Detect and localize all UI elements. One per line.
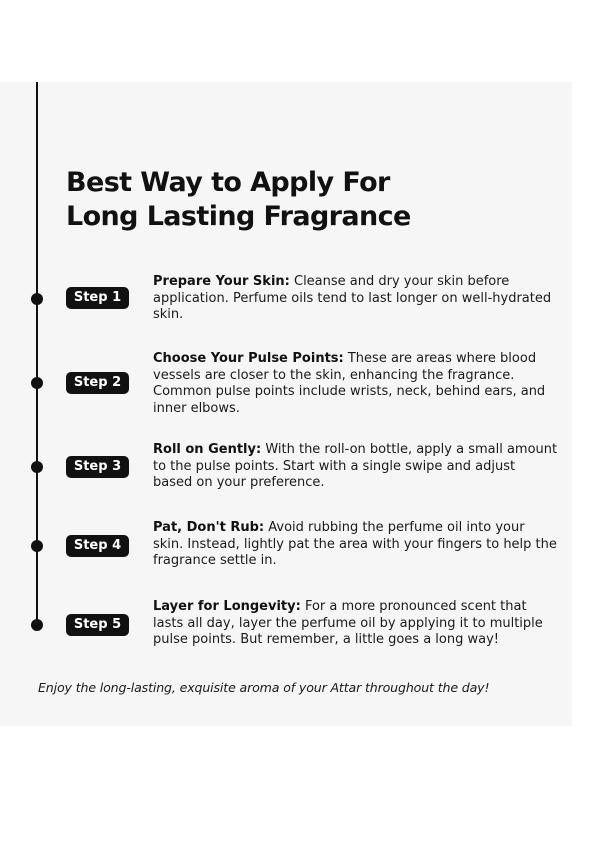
step-badge: Step 4 (66, 535, 129, 557)
page-title (66, 166, 411, 234)
title-line-1: Best Way to Apply For (66, 167, 390, 198)
timeline-dot (31, 461, 43, 473)
step-badge: Step 2 (66, 372, 129, 394)
timeline-dot (31, 540, 43, 552)
step-badge: Step 5 (66, 614, 129, 636)
closing-note: Enjoy the long-lasting, exquisite aroma of your Attar throughout the day! (38, 680, 490, 695)
step-heading: Roll on Gently: (153, 442, 262, 457)
timeline-dot (31, 377, 43, 389)
step-badge: Step 1 (66, 287, 129, 309)
step-description (153, 442, 558, 492)
step-body: For a more pronounced scent that lasts all day, layer the perfume oil by applying it to multiple pulse points. But remember, a little goes a long way! (153, 599, 543, 648)
step-body: Cleanse and dry your skin before application. Perfume oils tend to last longer on well-hydrated skin. (153, 274, 552, 323)
step-description (153, 520, 558, 570)
step-heading: Pat, Don't Rub: (153, 520, 265, 535)
step-description (153, 351, 558, 417)
step-body: With the roll-on bottle, apply a small amount to the pulse points. Start with a single swipe and adjust based on your preference. (153, 442, 558, 491)
step-body: Avoid rubbing the perfume oil into your skin. Instead, lightly pat the area with your fingers to help the fragrance settle in. (153, 520, 557, 569)
step-heading: Prepare Your Skin: (153, 274, 290, 289)
step-heading: Choose Your Pulse Points: (153, 351, 344, 366)
step-description (153, 599, 558, 649)
title-line-2: Long Lasting Fragrance (66, 201, 411, 232)
step-description (153, 274, 558, 324)
timeline-dot (31, 619, 43, 631)
timeline-dot (31, 293, 43, 305)
step-body: These are areas where blood vessels are closer to the skin, enhancing the fragrance. Common pulse points include wrists, neck, behind ears, and inner elbows. (153, 351, 546, 416)
step-badge: Step 3 (66, 456, 129, 478)
step-heading: Layer for Longevity: (153, 599, 301, 614)
